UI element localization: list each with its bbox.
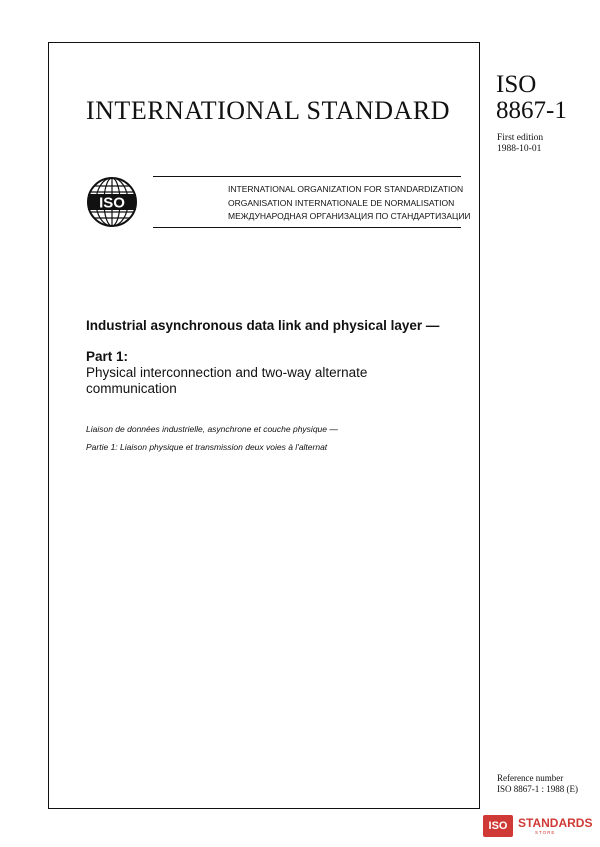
iso-number: [496, 72, 567, 125]
org-rule-bottom: [153, 227, 461, 228]
iso-doc-number: 8867-1: [496, 97, 567, 125]
store-badge-icon: ISO: [483, 815, 513, 837]
french-title-main: Liaison de données industrielle, asynchrone et couche physique —: [86, 424, 338, 434]
iso-globe-logo-icon: [86, 176, 138, 228]
reference-block: [497, 773, 578, 795]
document-title: Industrial asynchronous data link and physical layer —: [86, 318, 440, 333]
organization-names: [228, 183, 471, 224]
org-name-fr: ORGANISATION INTERNATIONALE DE NORMALISATION: [228, 197, 455, 208]
reference-label: Reference number: [497, 773, 564, 783]
standards-store-logo: [483, 815, 593, 839]
logo-text: ISO: [99, 194, 125, 212]
org-rule-top: [153, 176, 461, 177]
edition-label: First edition: [497, 133, 544, 143]
reference-number: ISO 8867-1 : 1988 (E): [497, 784, 578, 794]
french-title-part: Partie 1: Liaison physique et transmission deux voies à l'alternat: [86, 442, 328, 452]
edition-date: 1988-10-01: [497, 143, 542, 154]
org-name-en: INTERNATIONAL ORGANIZATION FOR STANDARDIZATION: [228, 184, 464, 194]
iso-prefix: ISO: [496, 71, 537, 98]
org-name-ru: МЕЖДУНАРОДНАЯ ОРГАНИЗАЦИЯ ПО СТАНДАРТИЗАЦИИ: [228, 211, 471, 221]
store-name: STANDARDS: [518, 816, 593, 830]
part-title: Physical interconnection and two-way alternate communication: [86, 365, 368, 396]
part-label: Part 1:: [86, 349, 129, 364]
store-sub: STORE: [535, 830, 556, 835]
standard-title: INTERNATIONAL STANDARD: [86, 96, 450, 125]
edition-info: [497, 133, 543, 155]
french-title: [86, 420, 338, 456]
